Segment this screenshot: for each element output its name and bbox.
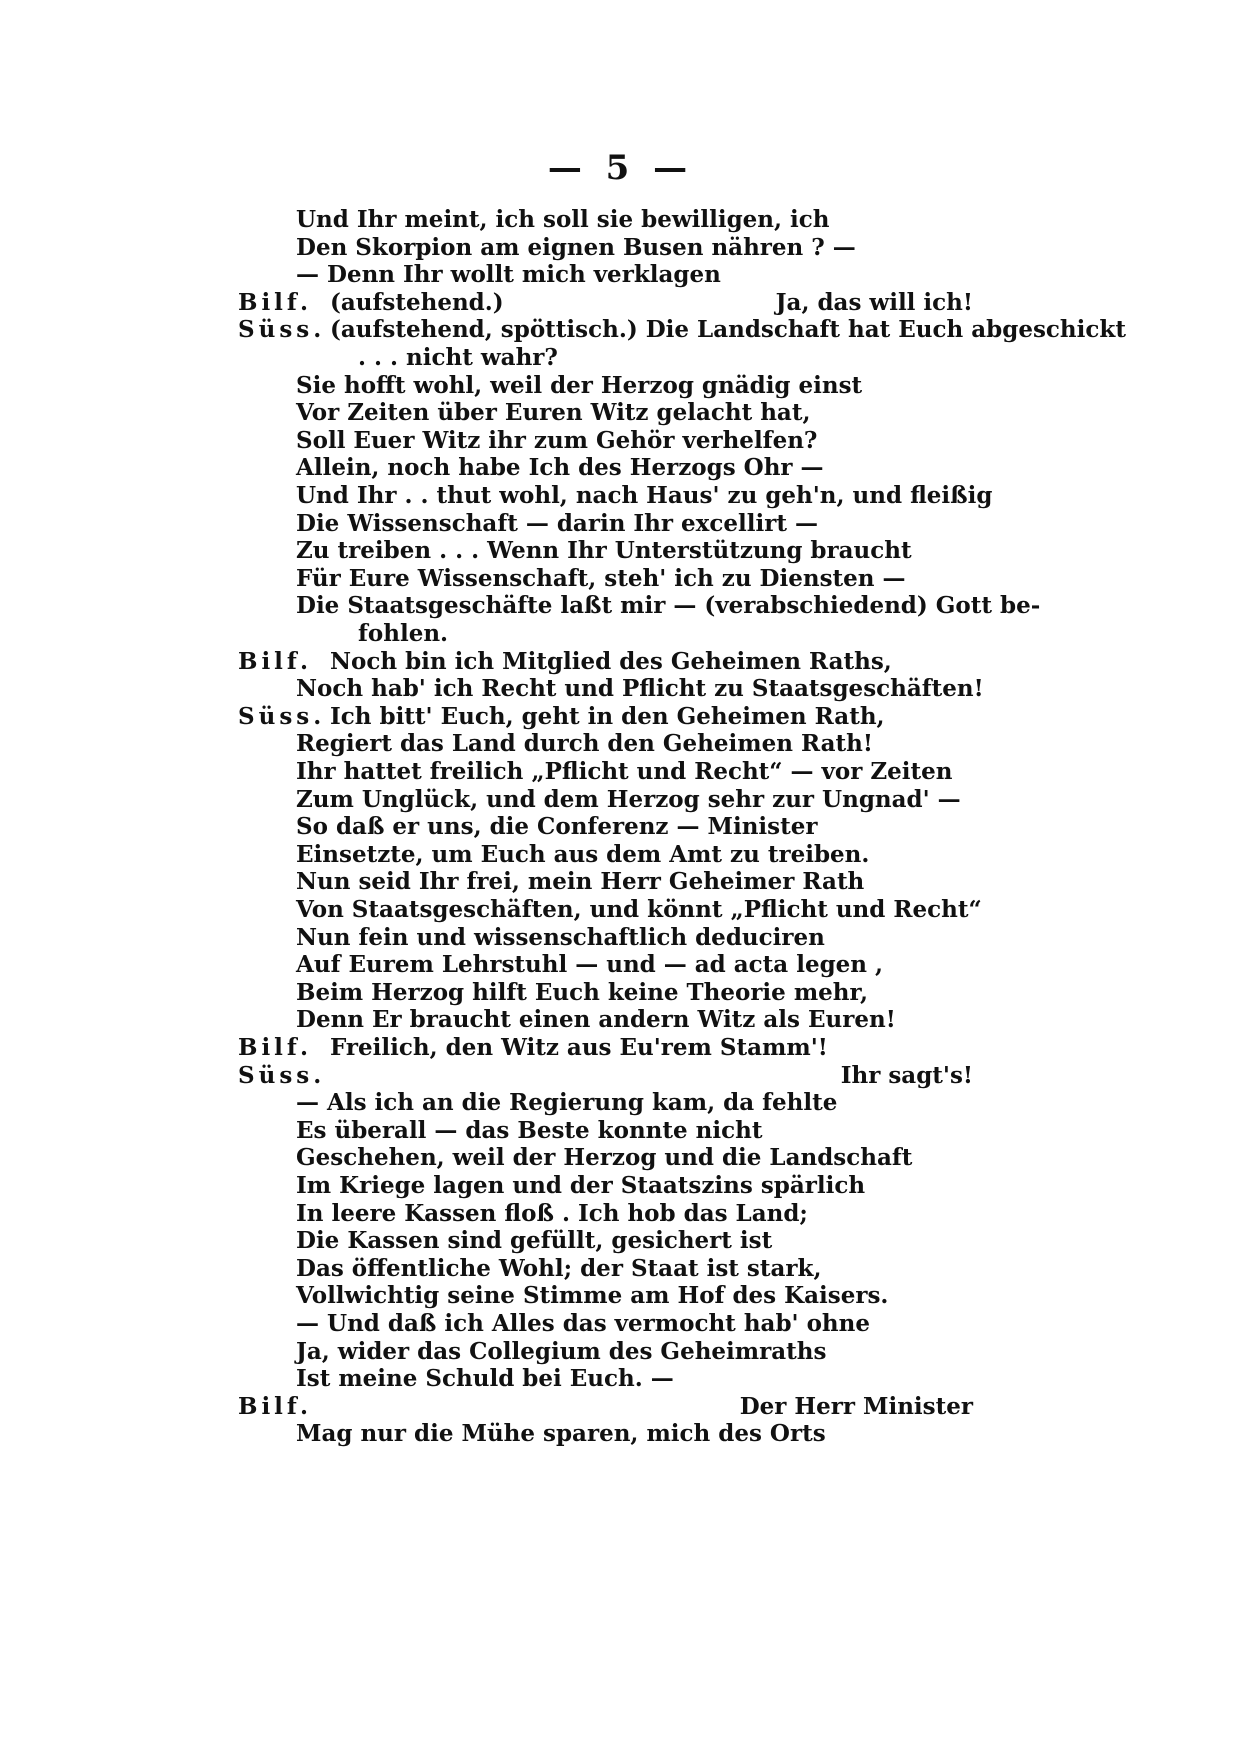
verse-line: Einsetzte, um Euch aus dem Amt zu treiben.	[296, 840, 870, 868]
text-line	[0, 371, 1241, 401]
verse-line: Zum Unglück, und dem Herzog sehr zur Ungnad' —	[296, 785, 961, 813]
speaker-name: Süss.	[238, 1061, 326, 1089]
text-line	[0, 205, 1241, 235]
text-line	[0, 591, 1241, 621]
text-line	[0, 509, 1241, 539]
text-line	[0, 923, 1241, 953]
text-line	[0, 812, 1241, 842]
speaker-name: Süss.	[238, 316, 326, 344]
speaker-name: Bilf.	[238, 647, 312, 675]
verse-line: Nun fein und wissenschaftlich deduciren	[296, 923, 825, 951]
text-line	[0, 1309, 1241, 1339]
text-line	[0, 1061, 1241, 1091]
verse-line: Zu treiben . . . Wenn Ihr Unterstützung braucht	[296, 537, 912, 565]
verse-line: Noch hab' ich Recht und Pflicht zu Staatsgeschäften!	[296, 675, 984, 703]
verse-line: Es überall — das Beste konnte nicht	[296, 1116, 763, 1144]
text-line	[0, 895, 1241, 925]
verse-line: Nun seid Ihr frei, mein Herr Geheimer Rath	[296, 868, 865, 896]
text-line	[0, 1116, 1241, 1146]
text-line	[0, 1419, 1241, 1449]
text-line	[0, 785, 1241, 815]
text-line	[0, 1254, 1241, 1284]
verse-line: — Als ich an die Regierung kam, da fehlte	[296, 1089, 838, 1117]
text-line	[0, 1392, 1241, 1422]
verse-line: Den Skorpion am eignen Busen nähren ? —	[296, 233, 856, 261]
text-line	[0, 647, 1241, 677]
speaker-line: Ich bitt' Euch, geht in den Geheimen Rath,	[330, 702, 885, 730]
speaker-name: Bilf.	[238, 288, 312, 316]
right-aligned-reply: Der Herr Minister	[739, 1392, 973, 1420]
text-line	[0, 1005, 1241, 1035]
text-line	[0, 978, 1241, 1008]
verse-line: Die Wissenschaft — darin Ihr excellirt —	[296, 509, 818, 537]
speaker-line: Noch bin ich Mitglied des Geheimen Raths,	[330, 647, 892, 675]
text-line	[0, 564, 1241, 594]
text-line	[0, 233, 1241, 263]
verse-line: In leere Kassen floß . Ich hob das Land;	[296, 1199, 808, 1227]
text-line	[0, 619, 1241, 649]
text-line	[0, 1171, 1241, 1201]
text-line	[0, 398, 1241, 428]
verse-line: Denn Er braucht einen andern Witz als Euren!	[296, 1006, 896, 1034]
text-line	[0, 1199, 1241, 1229]
speaker-name: Bilf.	[238, 1392, 312, 1420]
verse-line: Beim Herzog hilft Euch keine Theorie mehr,	[296, 978, 868, 1006]
verse-line: Das öffentliche Wohl; der Staat ist stark,	[296, 1254, 822, 1282]
verse-line: Ja, wider das Collegium des Geheimraths	[296, 1337, 827, 1365]
text-line	[0, 1281, 1241, 1311]
text-line	[0, 757, 1241, 787]
text-line	[0, 1143, 1241, 1173]
verse-line: Und Ihr . . thut wohl, nach Haus' zu geh'n, und fleißig	[296, 482, 993, 509]
right-aligned-reply: Ihr sagt's!	[840, 1061, 973, 1089]
page-number: — 5 —	[547, 148, 694, 188]
speaker-name: Süss.	[238, 702, 326, 730]
verse-line: Vor Zeiten über Euren Witz gelacht hat,	[296, 399, 811, 427]
right-aligned-reply: Ja, das will ich!	[775, 288, 973, 316]
text-line	[0, 1033, 1241, 1063]
text-line	[0, 1337, 1241, 1367]
text-line	[0, 702, 1241, 732]
verse-line: Ist meine Schuld bei Euch. —	[296, 1365, 674, 1393]
verse-line: Soll Euer Witz ihr zum Gehör verhelfen?	[296, 426, 818, 454]
verse-line: Die Kassen sind gefüllt, gesichert ist	[296, 1227, 773, 1255]
text-line	[0, 288, 1241, 318]
speaker-name: Bilf.	[238, 1034, 312, 1061]
verse-line: Allein, noch habe Ich des Herzogs Ohr —	[296, 454, 824, 482]
text-line	[0, 481, 1241, 511]
text-line	[0, 950, 1241, 980]
text-line	[0, 674, 1241, 704]
text-line	[0, 453, 1241, 483]
verse-line: Und Ihr meint, ich soll sie bewilligen, ich	[296, 206, 830, 233]
text-line	[0, 867, 1241, 897]
speaker-line: (aufstehend, spöttisch.) Die Landschaft hat Euch abgeschickt	[330, 316, 1126, 344]
verse-line: . . . nicht wahr?	[358, 344, 558, 371]
verse-line: Die Staatsgeschäfte laßt mir — (verabschiedend) Gott be-	[296, 592, 1041, 620]
text-line	[0, 840, 1241, 870]
text-line	[0, 1088, 1241, 1118]
verse-line: — Denn Ihr wollt mich verklagen	[296, 261, 721, 289]
text-line	[0, 1364, 1241, 1394]
speaker-line: Freilich, den Witz aus Eu'rem Stamm'!	[330, 1034, 828, 1061]
verse-line: So daß er uns, die Conferenz — Minister	[296, 813, 818, 841]
text-line	[0, 260, 1241, 290]
verse-line: — Und daß ich Alles das vermocht hab' ohne	[296, 1310, 870, 1337]
speaker-line: (aufstehend.)	[330, 288, 504, 316]
verse-line: Mag nur die Mühe sparen, mich des Orts	[296, 1420, 826, 1448]
verse-line: Regiert das Land durch den Geheimen Rath!	[296, 730, 873, 758]
text-line	[0, 729, 1241, 759]
text-line	[0, 426, 1241, 456]
text-line	[0, 536, 1241, 566]
verse-line: Im Kriege lagen und der Staatszins spärlich	[296, 1172, 866, 1199]
verse-line: Von Staatsgeschäften, und könnt „Pflicht und Recht“	[296, 896, 982, 923]
text-line	[0, 343, 1241, 373]
verse-line: Vollwichtig seine Stimme am Hof des Kaisers.	[296, 1282, 889, 1310]
text-line	[0, 315, 1241, 345]
verse-line: Sie hofft wohl, weil der Herzog gnädig einst	[296, 371, 863, 399]
verse-line: fohlen.	[358, 620, 449, 647]
verse-line: Geschehen, weil der Herzog und die Landschaft	[296, 1144, 913, 1172]
verse-line: Auf Eurem Lehrstuhl — und — ad acta legen ,	[296, 951, 884, 979]
verse-line: Für Eure Wissenschaft, steh' ich zu Diensten —	[296, 564, 906, 592]
verse-line: Ihr hattet freilich „Pflicht und Recht“ — vor Zeiten	[296, 758, 953, 785]
text-line	[0, 1226, 1241, 1256]
